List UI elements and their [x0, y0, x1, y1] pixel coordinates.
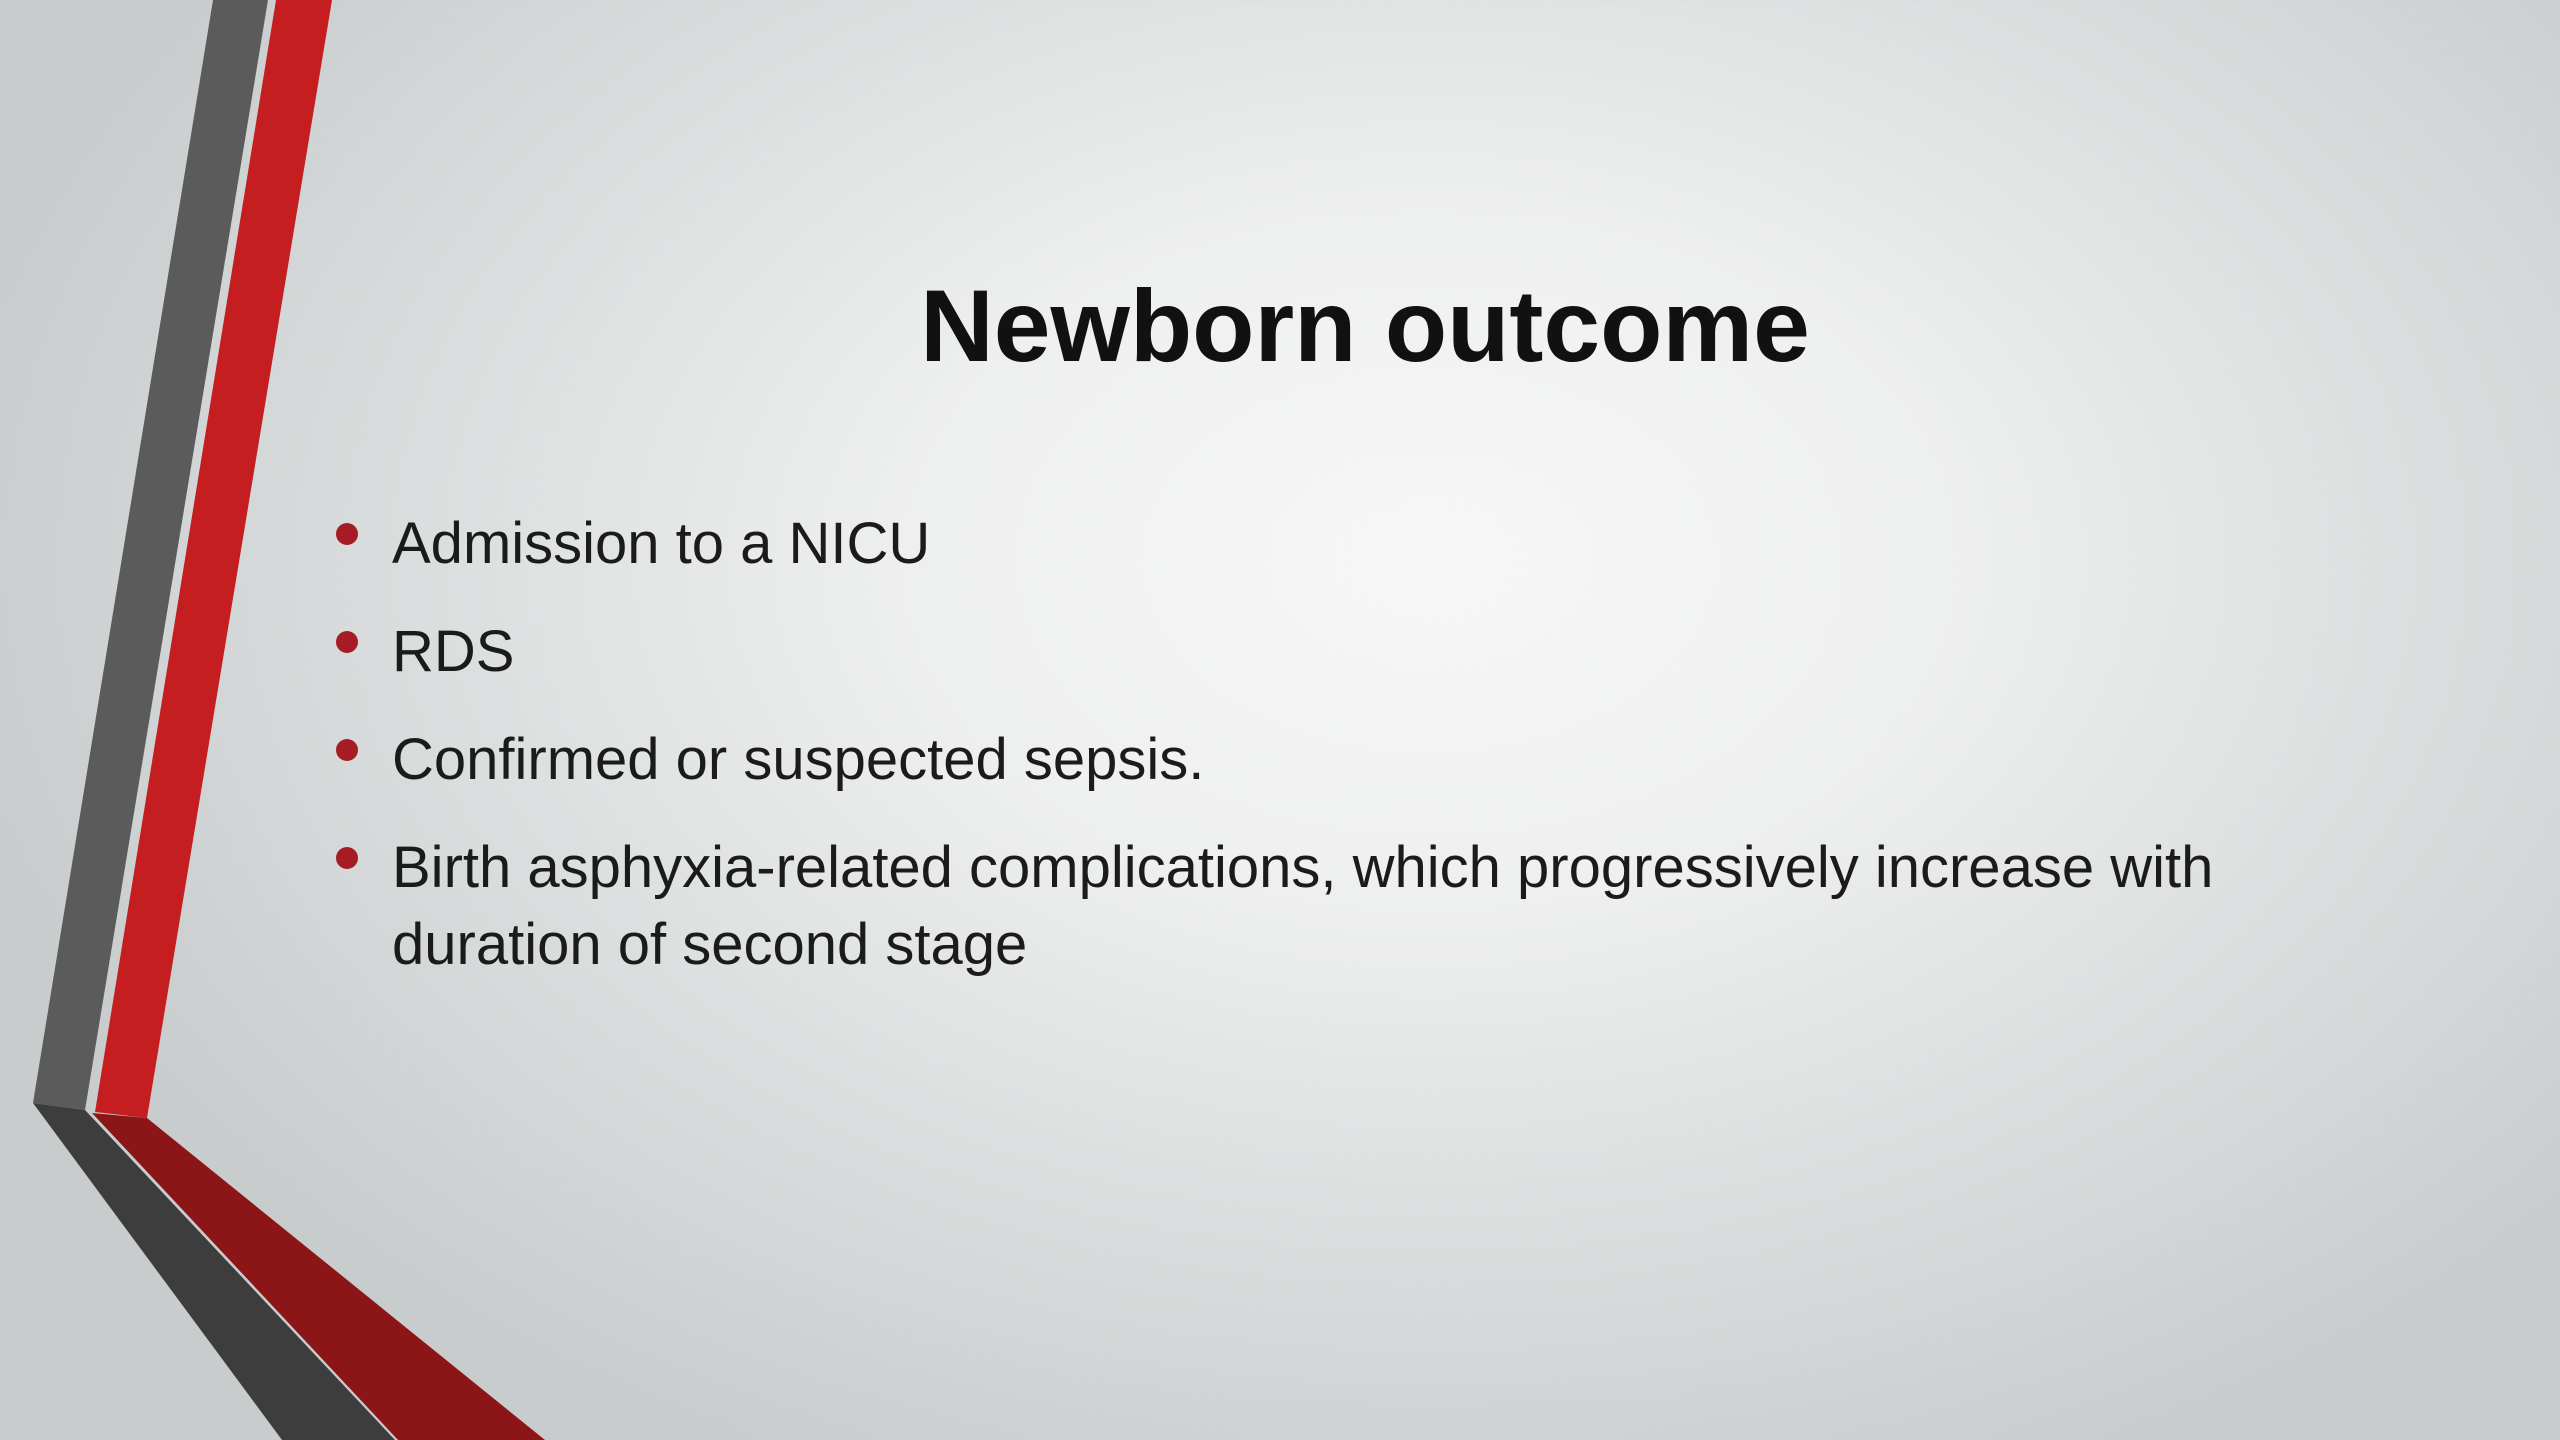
stripe-lower-dark-gray — [33, 1103, 395, 1440]
bullet-list — [330, 505, 2370, 1014]
bullet-item — [330, 613, 2370, 690]
bullet-item — [330, 721, 2370, 798]
bullet-dot-icon — [336, 631, 358, 653]
bullet-text: Admission to a NICU — [392, 511, 931, 576]
slide-title: Newborn outcome — [920, 269, 1810, 383]
bullet-dot-icon — [336, 739, 358, 761]
bullet-item — [330, 829, 2370, 983]
bullet-text: Birth asphyxia-related complications, which progressively increase with duration of second stage — [392, 835, 2214, 977]
bullet-dot-icon — [336, 847, 358, 869]
bullet-item — [330, 505, 2370, 582]
bullet-text: RDS — [392, 619, 515, 684]
bullet-dot-icon — [336, 523, 358, 545]
bullet-text: Confirmed or suspected sepsis. — [392, 727, 1205, 792]
